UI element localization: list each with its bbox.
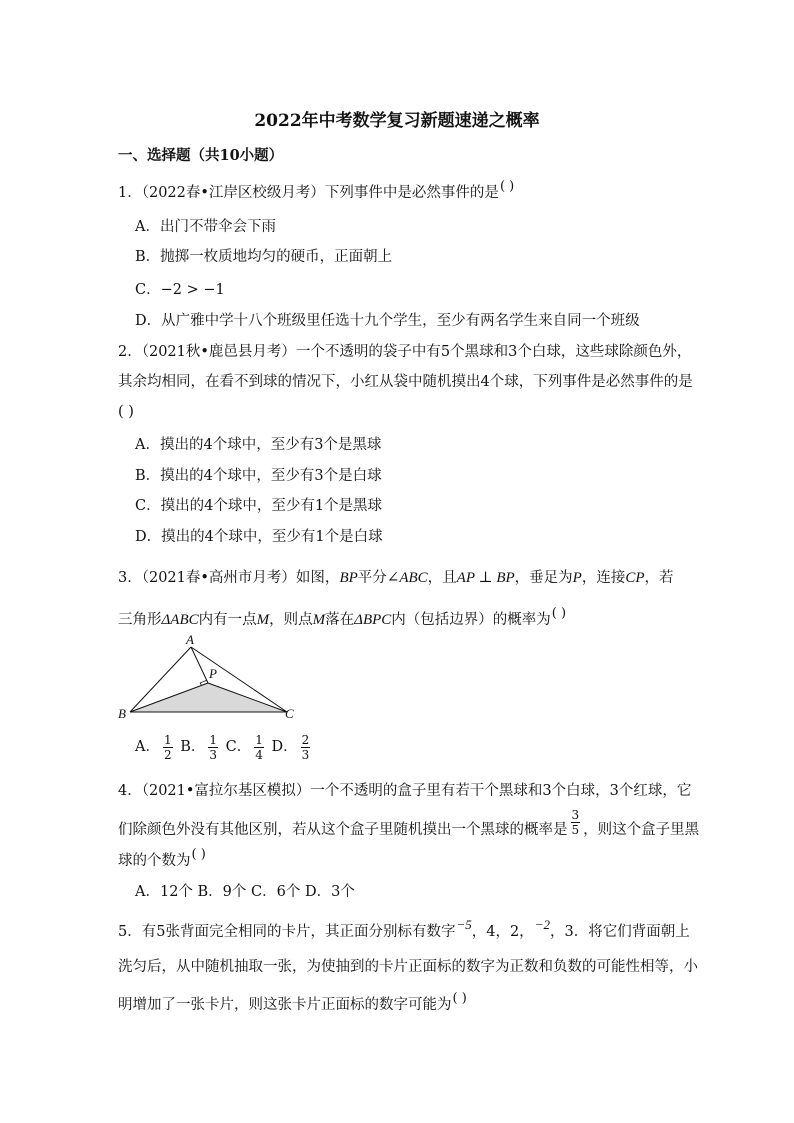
math-cp: CP xyxy=(625,570,645,586)
point-label-p: P xyxy=(209,666,217,681)
question-1-stem: 1．（2022春•江岸区校级月考）下列事件中是必然事件的是( ) xyxy=(118,179,515,201)
number-neg-2: −2 xyxy=(534,917,550,932)
fraction-probability: $\frac{3}{5}$ xyxy=(571,807,580,837)
fraction-option-d: $\frac{2}{3}$ xyxy=(301,732,310,762)
section-heading: 一、选择题（共10小题） xyxy=(118,147,284,164)
math-m: M xyxy=(312,612,326,628)
page-title: 2022年中考数学复习新题速递之概率 xyxy=(254,111,540,131)
question-2-option-b: B．摸出的4个球中，至少有3个是白球 xyxy=(135,468,382,484)
question-2-option-a: A．摸出的4个球中，至少有3个是黑球 xyxy=(135,437,382,453)
vertex-label-c: C xyxy=(285,706,294,721)
question-3-stem-line-2: 三角形ΔABC内有一点M，则点M落在ΔBPC内（包括边界）的概率为( ) xyxy=(118,606,567,628)
question-2-stem-line: 2．（2021秋•鹿邑县月考）一个不透明的袋子中有5个黑球和3个白球，这些球除颜色外， xyxy=(118,344,692,360)
question-2-stem-line: 其余均相同，在看不到球的情况下，小红从袋中随机摸出4个球，下列事件是必然事件的是 xyxy=(118,374,693,390)
math-triangle-abc: ΔABC xyxy=(161,612,199,628)
question-5-stem-line-2: 洗匀后，从中随机抽取一张，为使抽到的卡片正面标的数字为正数和负数的可能性相等，小 xyxy=(118,959,698,975)
math-angle-abc: ∠ABC xyxy=(386,570,428,586)
question-2-option-d: D．摸出的4个球中，至少有1个是白球 xyxy=(135,529,383,545)
question-3-options: A． $\frac{1}{2}$ B． $\frac{1}{3}$ C． $\frac{1}{4}$ D． $\frac{2}{3}$ xyxy=(135,732,310,762)
question-3-stem-line-1: 3．（2021春•高州市月考）如图，BP平分∠ABC，且AP ⊥ BP，垂足为P，连接CP，若 xyxy=(118,570,674,586)
question-4-stem-line-3: 球的个数为( ) xyxy=(118,847,206,869)
fraction-option-b: $\frac{1}{3}$ xyxy=(209,732,218,762)
question-4-stem-line-2: 们除颜色外没有其他区别，若从这个盒子里随机摸出一个黑球的概率是 $\frac{3}{5}$ ，则这个盒子里黑 xyxy=(118,807,700,838)
question-2-option-c: C．摸出的4个球中，至少有1个是黑球 xyxy=(135,498,383,514)
answer-paren: ( ) xyxy=(452,991,467,1006)
answer-paren: ( ) xyxy=(499,179,515,194)
math-triangle-bpc: ΔBPC xyxy=(354,612,392,628)
question-5-stem-line-3: 明增加了一张卡片，则这张卡片正面标的数字可能为( ) xyxy=(118,991,467,1013)
question-1-option-a: A．出门不带伞会下雨 xyxy=(135,219,276,235)
question-1-option-b: B．抛掷一枚质地均匀的硬币，正面朝上 xyxy=(135,249,393,265)
question-4-stem-line-1: 4．（2021•富拉尔基区模拟）一个不透明的盒子里有若干个黑球和3个白球，3个红球，它 xyxy=(118,783,692,799)
fraction-option-a: $\frac{1}{2}$ xyxy=(163,732,172,762)
vertex-label-a: A xyxy=(186,632,194,647)
answer-paren: ( ) xyxy=(118,404,134,420)
number-neg-5: −5 xyxy=(456,917,472,932)
question-4-options: A．12个 B．9个 C．6个 D．3个 xyxy=(135,884,355,900)
triangle-figure xyxy=(112,632,312,726)
question-1-option-d: D．从广雅中学十八个班级里任选十九个学生，至少有两名学生来自同一个班级 xyxy=(135,313,640,329)
math-m: M xyxy=(256,612,270,628)
fraction-option-c: $\frac{1}{4}$ xyxy=(255,732,263,762)
answer-paren: ( ) xyxy=(191,847,206,862)
vertex-label-b: B xyxy=(118,706,126,721)
answer-paren: ( ) xyxy=(551,606,567,621)
math-bp: BP xyxy=(339,570,358,586)
question-1-option-c: C．−2 > −1 xyxy=(135,282,225,298)
math-p: P xyxy=(572,570,582,586)
question-5-stem-line-1: 5．有5张背面完全相同的卡片，其正面分别标有数字−5，4，2，−2，3．将它们背面朝上 xyxy=(118,917,690,940)
math-perpendicular: AP ⊥ BP xyxy=(456,570,515,586)
